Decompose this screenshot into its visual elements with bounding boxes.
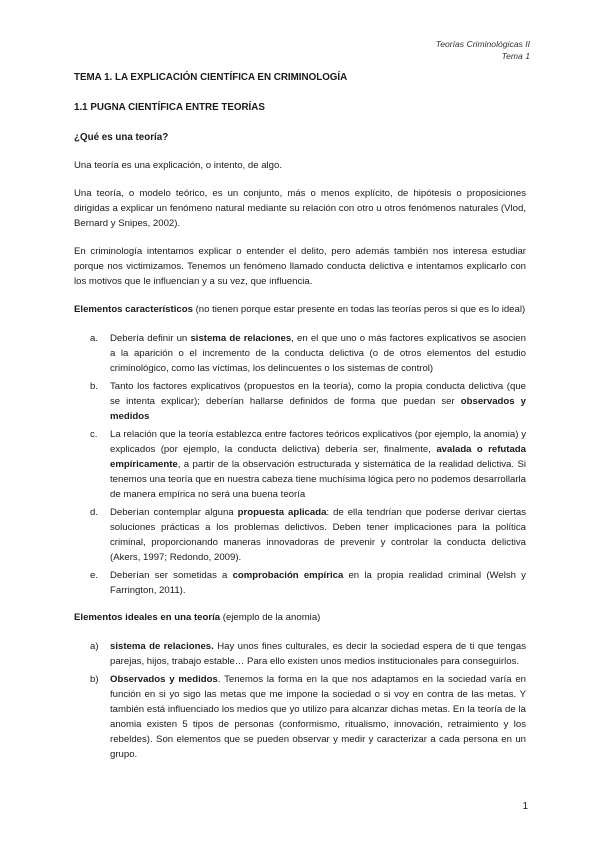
list-item xyxy=(74,505,526,565)
item-text: , a partir de la observación estructurada y sistemática de la realidad delictiva. Si tenemos una teoría que en nuestra cabeza tiene muchísima lógica pero no podemos desarrollarla de manera empírica no será una buena teoría xyxy=(110,459,526,500)
list-marker: a) xyxy=(90,641,99,652)
ideal-elements-label: Elementos ideales en una teoría xyxy=(74,612,221,623)
item-text: , en el que uno o más factores explicativos se asocien a la aparición o el incremento de la conducta delictiva (o de otros elementos del estudio criminológico, como las víctimas, los delincuentes o los sistemas de control) xyxy=(110,333,526,374)
page-header xyxy=(436,38,530,62)
paragraph-definition-short: Una teoría es una explicación, o intento, de algo. xyxy=(74,160,283,171)
list-marker: d. xyxy=(90,507,99,518)
list-item xyxy=(74,672,526,762)
ideal-elements-list xyxy=(74,639,526,762)
header-course: Teorías Criminológicas II xyxy=(435,39,530,49)
item-text: La relación que la teoría establezca entre factores teóricos explicativos (por ejemplo, la anomia) y explicados (por ejemplo, la conducta delictiva) debería ser, finalmente, xyxy=(110,429,526,455)
list-item xyxy=(74,639,526,669)
item-text: Debería definir un xyxy=(110,333,191,344)
item-text: en la propia realidad criminal (Welsh y Farrington, 2011). xyxy=(110,570,526,596)
item-text: . Tenemos la forma en la que nos adaptamos en la sociedad varía en función en si yo sigo las metas que me impone la sociedad o si voy en contra de las metas. Y también está influenciado los medios que yo utilizo para alcanzar dichas metas. En la teoría de la anomia existen 5 tipos de personas (conformismo, ritualismo, innovación, retraimiento y los rebeldes). Son elementos que se pueden observar y medir y caracterizar a cada persona en un grupo. xyxy=(110,674,526,760)
header-topic: Tema 1 xyxy=(501,51,530,61)
item-bold-text: observados y medidos xyxy=(110,396,526,422)
item-bold-text: avalada o refutada empíricamente xyxy=(110,444,526,470)
page-content xyxy=(74,72,526,774)
list-marker: c. xyxy=(90,429,98,440)
item-text: Deberían contemplar alguna xyxy=(110,507,238,518)
item-text: Tanto los factores explicativos (propuestos en la teoría), como la propia conducta delictiva (que se intenta explicar); deberían hallarse definidos de forma que puedan ser xyxy=(110,381,526,407)
page-number: 1 xyxy=(522,801,528,812)
item-bold-text: sistema de relaciones. xyxy=(110,641,214,652)
elements-label: Elementos característicos xyxy=(74,304,193,315)
ideal-elements-note: (ejemplo de la anomia) xyxy=(220,612,321,623)
list-item xyxy=(74,427,526,502)
item-bold-text: sistema de relaciones xyxy=(190,333,292,344)
item-bold-text: comprobación empírica xyxy=(232,570,344,581)
elements-intro xyxy=(74,302,526,317)
characteristic-elements-list xyxy=(74,331,526,598)
list-item xyxy=(74,379,526,424)
paragraph-criminology: En criminología intentamos explicar o entender el delito, pero además también nos interesa estudiar porque nos victimizamos. Tenemos un fenómeno llamado conducta delictiva e intentamos explicarlo con los motivos que le influencian y a su vez, que influencia. xyxy=(74,246,526,287)
item-bold-text: propuesta aplicada xyxy=(237,507,327,518)
item-text: Hay unos fines culturales, es decir la sociedad espera de ti que tengas parejas, hijos, trabajo estable… Para ello existen unos medios institucionales para conseguirlos. xyxy=(110,641,527,667)
list-marker: b. xyxy=(90,381,99,392)
elements-note: (no tienen porque estar presente en todas las teorías peros si que es lo ideal) xyxy=(192,304,526,315)
question-heading: ¿Qué es una teoría? xyxy=(74,132,169,143)
section-title: 1.1 PUGNA CIENTÍFICA ENTRE TEORÍAS xyxy=(74,102,265,113)
ideal-elements-intro xyxy=(74,610,526,625)
list-item xyxy=(74,568,526,598)
item-bold-text: Observados y medidos xyxy=(110,674,218,685)
chapter-title: TEMA 1. LA EXPLICACIÓN CIENTÍFICA EN CRIMINOLOGÍA xyxy=(74,72,348,83)
paragraph-definition-long: Una teoría, o modelo teórico, es un conjunto, más o menos explícito, de hipótesis o proposiciones dirigidas a explicar un fenómeno natural mediante su relación con otro u otros fenómenos naturales (Vlod, Bernard y Snipes, 2002). xyxy=(74,188,526,229)
list-item xyxy=(74,331,526,376)
item-text: Deberían ser sometidas a xyxy=(110,570,233,581)
item-text: : de ella tendrían que poderse derivar ciertas soluciones prácticas a los problemas delictivos. Deben tener implicaciones para la política criminal, proporcionando maneras innovadoras de prevenir y controlar la conducta delictiva (Akers, 1997; Redondo, 2009). xyxy=(110,507,526,563)
list-marker: e. xyxy=(90,570,99,581)
list-marker: b) xyxy=(90,674,99,685)
list-marker: a. xyxy=(90,333,99,344)
